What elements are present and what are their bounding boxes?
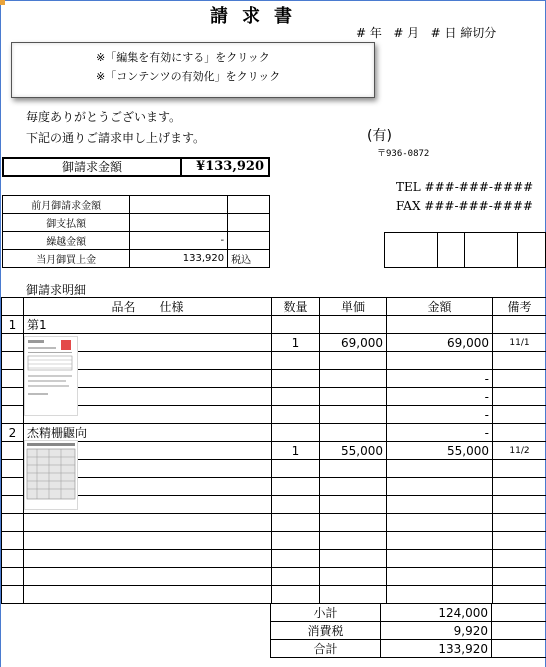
item-qty[interactable] — [272, 514, 320, 532]
item-amount[interactable] — [387, 550, 493, 568]
row-number — [2, 370, 24, 388]
table-row — [2, 352, 546, 370]
table-row — [2, 532, 546, 550]
table-row — [2, 460, 546, 478]
detail-header-row — [2, 298, 546, 316]
item-price[interactable] — [320, 514, 387, 532]
item-qty[interactable] — [272, 388, 320, 406]
item-amount[interactable]: - — [387, 370, 493, 388]
item-qty[interactable] — [272, 532, 320, 550]
item-qty[interactable]: 1 — [272, 442, 320, 460]
row-number — [2, 514, 24, 532]
item-amount[interactable] — [387, 568, 493, 586]
item-note[interactable] — [493, 352, 546, 370]
row-number: 2 — [2, 424, 24, 442]
totals-row — [271, 604, 546, 622]
invoice-title: 請求書 — [210, 6, 306, 27]
row-number — [2, 352, 24, 370]
table-row — [2, 424, 546, 442]
item-note[interactable] — [493, 550, 546, 568]
table-row — [2, 316, 546, 334]
col-qty-header: 数量 — [272, 298, 320, 316]
col-name-header: 品名 仕様 — [24, 298, 272, 316]
summary-value[interactable] — [130, 196, 228, 214]
table-row — [2, 370, 546, 388]
summary-label: 繰越金額 — [3, 232, 130, 250]
item-name[interactable] — [24, 550, 272, 568]
item-name[interactable] — [24, 514, 272, 532]
item-price[interactable] — [320, 496, 387, 514]
item-name[interactable] — [24, 568, 272, 586]
col-amount-header: 金額 — [387, 298, 493, 316]
item-name[interactable]: 杰精栅鼴向 — [24, 424, 272, 442]
table-row — [2, 514, 546, 532]
summary-unit — [228, 196, 270, 214]
note-line-2: ※「コンテンツの有効化」をクリック — [96, 70, 281, 83]
item-price[interactable] — [320, 568, 387, 586]
item-qty[interactable] — [272, 352, 320, 370]
table-row — [2, 496, 546, 514]
row-number — [2, 550, 24, 568]
item-note[interactable] — [493, 388, 546, 406]
total-due-amount: ¥133,920 — [196, 159, 264, 174]
greeting-line-1: 毎度ありがとうございます。 — [26, 110, 182, 124]
item-qty[interactable] — [272, 406, 320, 424]
item-note[interactable]: 11/1 — [493, 334, 546, 352]
table-row — [2, 586, 546, 604]
item-price[interactable] — [320, 406, 387, 424]
summary-unit — [228, 214, 270, 232]
totals-row — [271, 622, 546, 640]
item-price[interactable] — [320, 388, 387, 406]
sheet-corner-marker — [0, 0, 5, 5]
item-amount[interactable] — [387, 352, 493, 370]
totals-table — [270, 603, 546, 658]
summary-value[interactable] — [130, 214, 228, 232]
row-number — [2, 460, 24, 478]
table-row — [2, 442, 546, 460]
item-name[interactable] — [24, 532, 272, 550]
item-name[interactable]: 第1 — [24, 316, 272, 334]
row-number: 1 — [2, 316, 24, 334]
item-qty[interactable]: 1 — [272, 334, 320, 352]
item-amount[interactable]: - — [387, 406, 493, 424]
col-price-header: 単価 — [320, 298, 387, 316]
item-amount[interactable] — [387, 586, 493, 604]
summary-value[interactable]: - — [130, 232, 228, 250]
row-number — [2, 478, 24, 496]
item-amount[interactable] — [387, 478, 493, 496]
item-note[interactable] — [493, 496, 546, 514]
item-amount[interactable]: - — [387, 424, 493, 442]
item-qty[interactable] — [272, 478, 320, 496]
totals-blank — [492, 604, 546, 622]
item-qty[interactable] — [272, 568, 320, 586]
totals-blank — [492, 622, 546, 640]
closing-date: # 年 # 月 # 日 締切分 — [356, 26, 497, 40]
col-no-header — [2, 298, 24, 316]
item-amount[interactable] — [387, 532, 493, 550]
item-price[interactable] — [320, 532, 387, 550]
item-amount[interactable]: 69,000 — [387, 334, 493, 352]
macro-instruction-box[interactable] — [11, 42, 375, 98]
row-number — [2, 496, 24, 514]
detail-heading: 御請求明細 — [26, 283, 87, 297]
summary-row — [3, 250, 270, 268]
item-note[interactable] — [493, 424, 546, 442]
item-qty[interactable] — [272, 496, 320, 514]
summary-row — [3, 232, 270, 250]
row-number — [2, 586, 24, 604]
item-price[interactable]: 69,000 — [320, 334, 387, 352]
issuer-fax: FAX ###-###-#### — [396, 199, 533, 213]
item-note[interactable] — [493, 586, 546, 604]
issuer-tel: TEL ###-###-#### — [396, 180, 534, 194]
summary-unit: 税込 — [228, 250, 270, 268]
table-row — [2, 550, 546, 568]
table-row — [2, 406, 546, 424]
item-note[interactable]: 11/2 — [493, 442, 546, 460]
summary-value[interactable]: 133,920 — [130, 250, 228, 268]
detail-body — [2, 316, 546, 604]
table-row — [2, 568, 546, 586]
summary-label: 当月御買上金 — [3, 250, 130, 268]
product-thumbnail[interactable] — [24, 336, 78, 416]
totals-row — [271, 640, 546, 658]
totals-blank — [492, 640, 546, 658]
item-note[interactable] — [493, 514, 546, 532]
table-row — [2, 388, 546, 406]
summary-unit — [228, 232, 270, 250]
spreadsheet-thumbnail-icon — [25, 441, 77, 509]
item-name[interactable] — [24, 586, 272, 604]
item-qty[interactable] — [272, 316, 320, 334]
item-qty[interactable] — [272, 586, 320, 604]
item-note[interactable] — [493, 460, 546, 478]
row-number — [2, 334, 24, 352]
item-price[interactable] — [320, 460, 387, 478]
row-number — [2, 532, 24, 550]
item-qty[interactable] — [272, 550, 320, 568]
totals-value[interactable]: 9,920 — [381, 622, 492, 640]
summary-label: 御支払額 — [3, 214, 130, 232]
item-note[interactable] — [493, 406, 546, 424]
item-note[interactable] — [493, 478, 546, 496]
item-note[interactable] — [493, 370, 546, 388]
table-row — [2, 334, 546, 352]
stamp-box[interactable] — [438, 233, 465, 267]
item-price[interactable] — [320, 478, 387, 496]
item-amount[interactable] — [387, 316, 493, 334]
item-price[interactable]: 55,000 — [320, 442, 387, 460]
item-amount[interactable] — [387, 514, 493, 532]
row-number — [2, 388, 24, 406]
note-line-1: ※「編集を有効にする」をクリック — [96, 51, 270, 64]
billing-summary-table — [2, 195, 270, 268]
item-amount[interactable]: - — [387, 388, 493, 406]
item-amount[interactable] — [387, 460, 493, 478]
totals-value[interactable]: 124,000 — [381, 604, 492, 622]
item-price[interactable] — [320, 424, 387, 442]
item-price[interactable] — [320, 586, 387, 604]
item-qty[interactable] — [272, 460, 320, 478]
item-amount[interactable] — [387, 496, 493, 514]
item-price[interactable] — [320, 316, 387, 334]
document-thumbnail-icon — [25, 337, 77, 415]
summary-row — [3, 196, 270, 214]
item-note[interactable] — [493, 532, 546, 550]
total-due-box — [2, 157, 270, 177]
item-amount[interactable]: 55,000 — [387, 442, 493, 460]
item-note[interactable] — [493, 568, 546, 586]
greeting-line-2: 下記の通りご請求申し上げます。 — [26, 131, 206, 145]
issuer-postal: 〒936-0872 — [377, 149, 430, 159]
item-price[interactable] — [320, 370, 387, 388]
stamp-box[interactable] — [385, 233, 438, 267]
product-thumbnail[interactable] — [24, 440, 78, 510]
item-qty[interactable] — [272, 370, 320, 388]
summary-label: 前月御請求金額 — [3, 196, 130, 214]
total-due-label: 御請求金額 — [4, 159, 182, 175]
totals-label: 小計 — [271, 604, 381, 622]
issuer-company: (有) — [367, 128, 392, 144]
totals-label: 消費税 — [271, 622, 381, 640]
totals-value[interactable]: 133,920 — [381, 640, 492, 658]
detail-table — [1, 297, 546, 604]
row-number — [2, 406, 24, 424]
table-row — [2, 478, 546, 496]
stamp-box[interactable] — [518, 233, 545, 267]
item-note[interactable] — [493, 316, 546, 334]
stamp-box[interactable] — [465, 233, 518, 267]
approval-stamp-boxes — [384, 232, 546, 268]
item-price[interactable] — [320, 352, 387, 370]
summary-row — [3, 214, 270, 232]
sheet-top-border — [0, 0, 546, 1]
col-note-header: 備考 — [493, 298, 546, 316]
item-price[interactable] — [320, 550, 387, 568]
item-qty[interactable] — [272, 424, 320, 442]
row-number — [2, 568, 24, 586]
totals-label: 合計 — [271, 640, 381, 658]
row-number — [2, 442, 24, 460]
